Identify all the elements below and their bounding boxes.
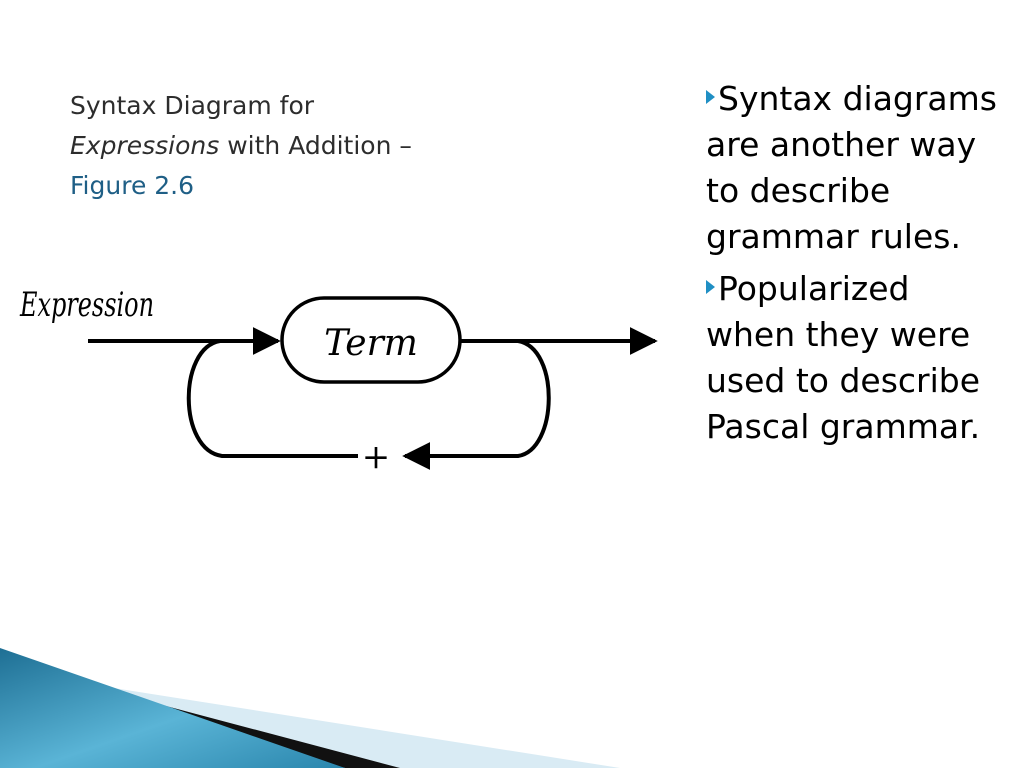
figure-reference: Figure 2.6: [70, 171, 195, 200]
diagram-entry-label: Expression: [19, 285, 155, 325]
loop-label: +: [361, 437, 391, 477]
term-node-label: Term: [324, 323, 418, 364]
syntax-diagram: [0, 270, 680, 490]
bullet-list: [706, 76, 1006, 456]
bullet-text: Syntax diagrams are another way to describe grammar rules.: [706, 79, 997, 256]
slide-title: [70, 86, 590, 206]
bullet-item: [706, 266, 1006, 450]
bullet-text: Popularized when they were used to describe Pascal grammar.: [706, 269, 981, 446]
triangle-bullet-icon: [706, 280, 715, 294]
title-italic-word: Expressions: [70, 131, 220, 160]
bullet-item: [706, 76, 1006, 260]
title-line-1: Syntax Diagram for: [70, 91, 315, 120]
title-line-2: with Addition –: [219, 131, 412, 160]
blue-stripe: [0, 648, 345, 768]
decorative-corner-stripes: [0, 630, 1024, 768]
triangle-bullet-icon: [706, 90, 715, 104]
